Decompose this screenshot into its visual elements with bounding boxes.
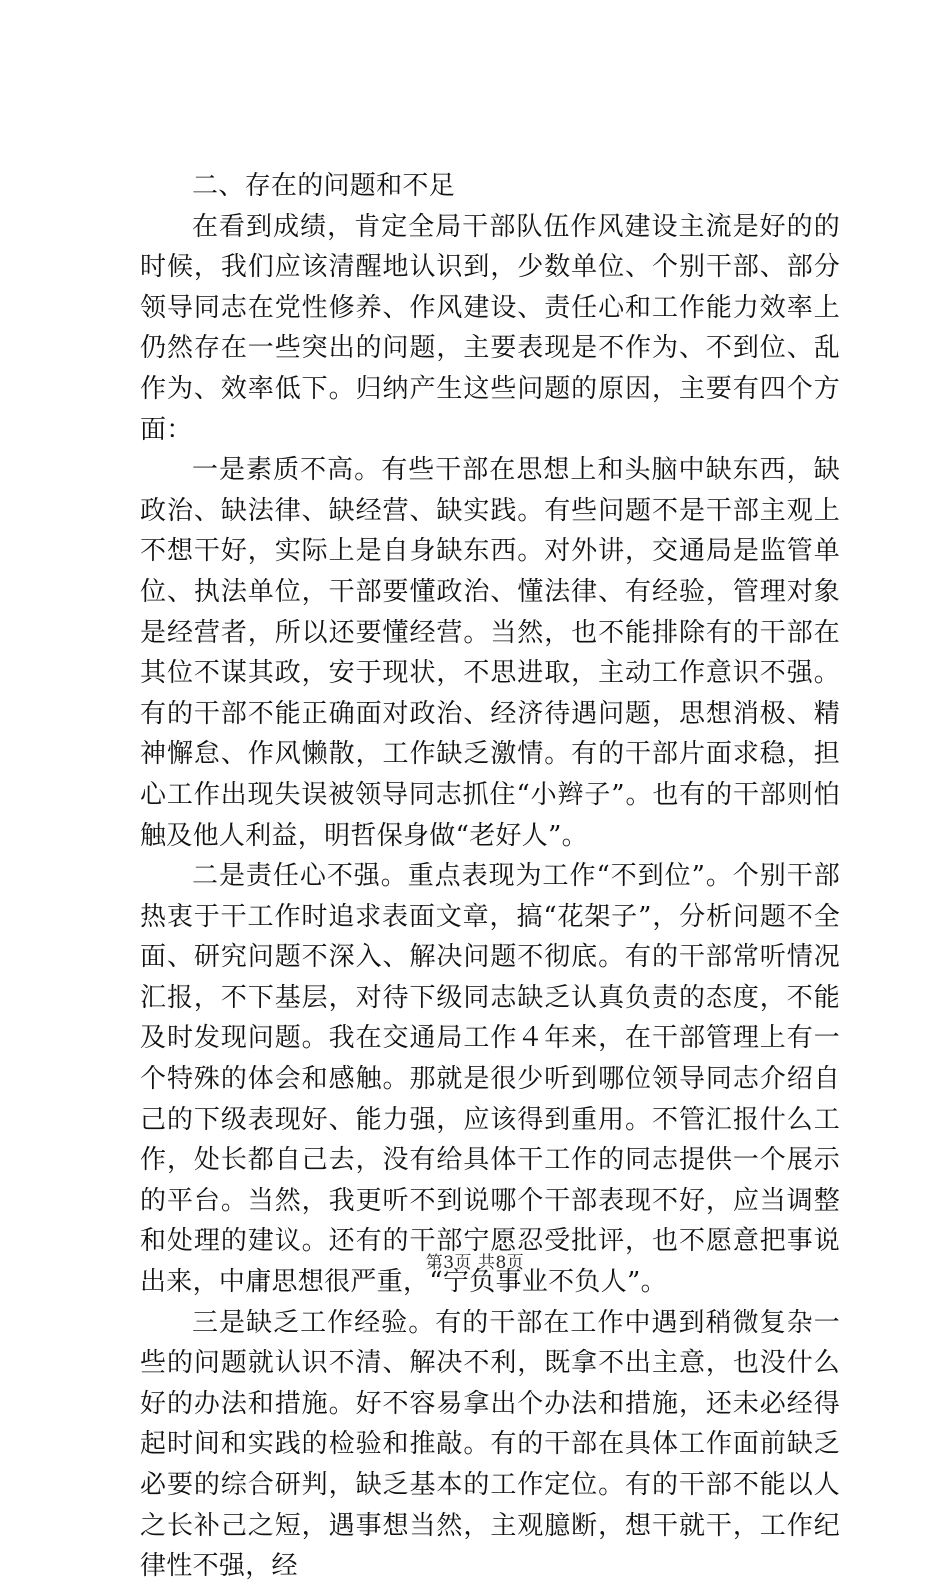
document-body [140, 166, 840, 1587]
body-paragraph: 三是缺乏工作经验。有的干部在工作中遇到稍微复杂一些的问题就认识不清、解决不利，既拿不出主意，也没什么好的办法和措施。好不容易拿出个办法和措施，还未必经得起时间和实践的检验和推敲。有的干部在具体工作面前缺乏必要的综合研判，缺乏基本的工作定位。有的干部不能以人之长补己之短，遇事想当然，主观臆断，想干就干，工作纪律性不强，经 [140, 1307, 840, 1582]
body-paragraph: 在看到成绩，肯定全局干部队伍作风建设主流是好的的时候，我们应该清醒地认识到，少数单位、个别干部、部分领导同志在党性修养、作风建设、责任心和工作能力效率上仍然存在一些突出的问题，主要表现是不作为、不到位、乱作为、效率低下。归纳产生这些问题的原因，主要有四个方面： [140, 211, 840, 445]
body-paragraph: 一是素质不高。有些干部在思想上和头脑中缺东西，缺政治、缺法律、缺经营、缺实践。有些问题不是干部主观上不想干好，实际上是自身缺东西。对外讲，交通局是监管单位、执法单位，干部要懂政治、懂法律、有经验，管理对象是经营者，所以还要懂经营。当然，也不能排除有的干部在其位不谋其政，安于现状，不思进取，主动工作意识不强。有的干部不能正确面对政治、经济待遇问题，思想消极、精神懈怠、作风懒散，工作缺乏激情。有的干部片面求稳，担心工作出现失误被领导同志抓住“小辫子”。也有的干部则怕触及他人利益，明哲保身做“老好人”。 [140, 455, 840, 851]
section-heading: 二、存在的问题和不足 [192, 171, 456, 201]
body-paragraph: 二是责任心不强。重点表现为工作“不到位”。个别干部热衷于干工作时追求表面文章，搞“花架子”，分析问题不全面、研究问题不深入、解决问题不彻底。有的干部常听情况汇报，不下基层，对待下级同志缺乏认真负责的态度，不能及时发现问题。我在交通局工作４年来，在干部管理上有一个特殊的体会和感触。那就是很少听到哪位领导同志介绍自己的下级表现好、能力强，应该得到重用。不管汇报什么工作，处长都自己去，没有给具体干工作的同志提供一个展示的平台。当然，我更听不到说哪个干部表现不好，应当调整和处理的建议。还有的干部宁愿忍受批评，也不愿意把事说出来，中庸思想很严重，“宁负事业不负人”。 [140, 861, 840, 1298]
page-number-footer: 第3页 共8页 [425, 1253, 525, 1273]
